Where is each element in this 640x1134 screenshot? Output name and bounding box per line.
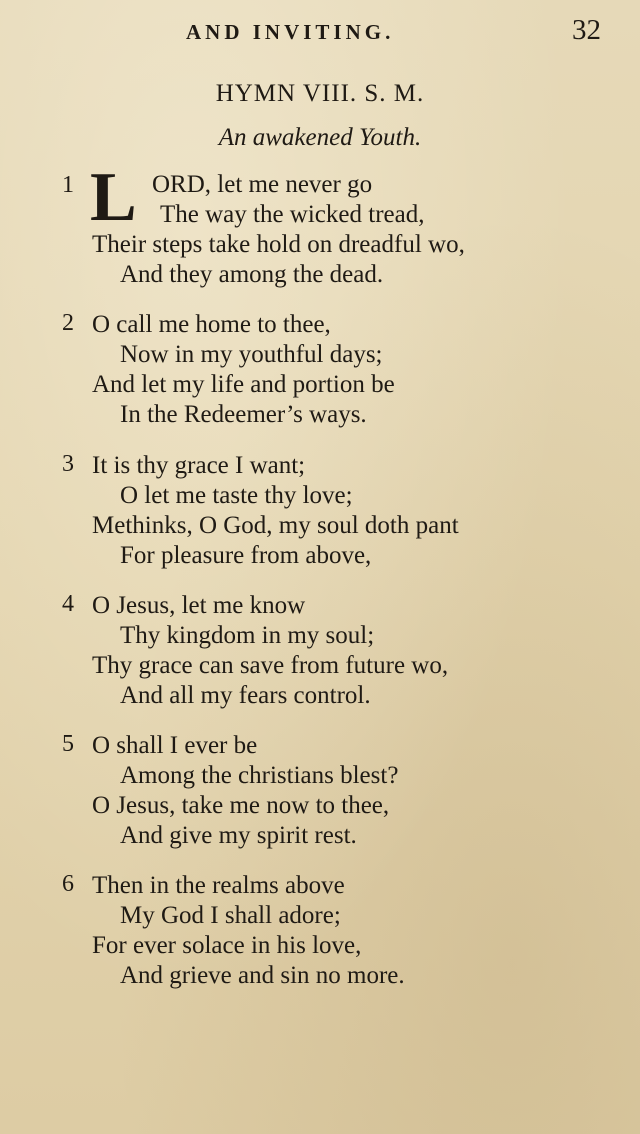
- stanza-line: Thy kingdom in my soul;: [120, 622, 375, 649]
- drop-cap-letter: L: [90, 159, 137, 236]
- hymn-heading: HYMN VIII. S. M.: [215, 80, 425, 107]
- stanza-line: O let me taste thy love;: [120, 482, 353, 509]
- stanza-line: Among the christians blest?: [120, 762, 399, 789]
- stanza-line: Thy grace can save from future wo,: [92, 652, 449, 679]
- stanza-number: 3: [62, 451, 74, 477]
- stanza-line: And let my life and portion be: [92, 371, 395, 398]
- stanza-line: Now in my youthful days;: [120, 341, 383, 368]
- stanza-line: Their steps take hold on dreadful wo,: [92, 231, 465, 258]
- stanza-number: 4: [62, 591, 74, 617]
- stanza-line: My God I shall adore;: [120, 902, 341, 929]
- stanza-line: The way the wicked tread,: [160, 201, 425, 228]
- stanza-number: 6: [62, 871, 74, 897]
- stanza-line: O shall I ever be: [92, 732, 258, 759]
- stanza-line: And grieve and sin no more.: [120, 962, 405, 989]
- hymn-subtitle: An awakened Youth.: [218, 124, 422, 151]
- stanza-line: O call me home to thee,: [92, 311, 331, 338]
- stanza-line: For ever solace in his love,: [92, 932, 362, 959]
- stanza-line: O Jesus, take me now to thee,: [92, 792, 390, 819]
- stanza-number: 2: [62, 310, 74, 336]
- stanza-number: 5: [62, 731, 74, 757]
- running-head: [0, 14, 640, 48]
- stanza-line: And all my fears control.: [120, 682, 371, 709]
- page-number: 32: [572, 14, 601, 46]
- stanza-line: Methinks, O God, my soul doth pant: [92, 512, 459, 539]
- stanza-line: And they among the dead.: [120, 261, 384, 288]
- stanza-line: ORD, let me never go: [152, 171, 373, 198]
- stanza-number: 1: [62, 172, 74, 198]
- stanza-line: O Jesus, let me know: [92, 592, 306, 619]
- stanza-line: In the Redeemer’s ways.: [120, 401, 367, 428]
- stanza-line: For pleasure from above,: [120, 542, 372, 569]
- stanza-line: It is thy grace I want;: [92, 452, 306, 479]
- stanza-line: Then in the realms above: [92, 872, 345, 899]
- stanza-line: And give my spirit rest.: [120, 822, 357, 849]
- running-title: AND INVITING.: [186, 20, 395, 44]
